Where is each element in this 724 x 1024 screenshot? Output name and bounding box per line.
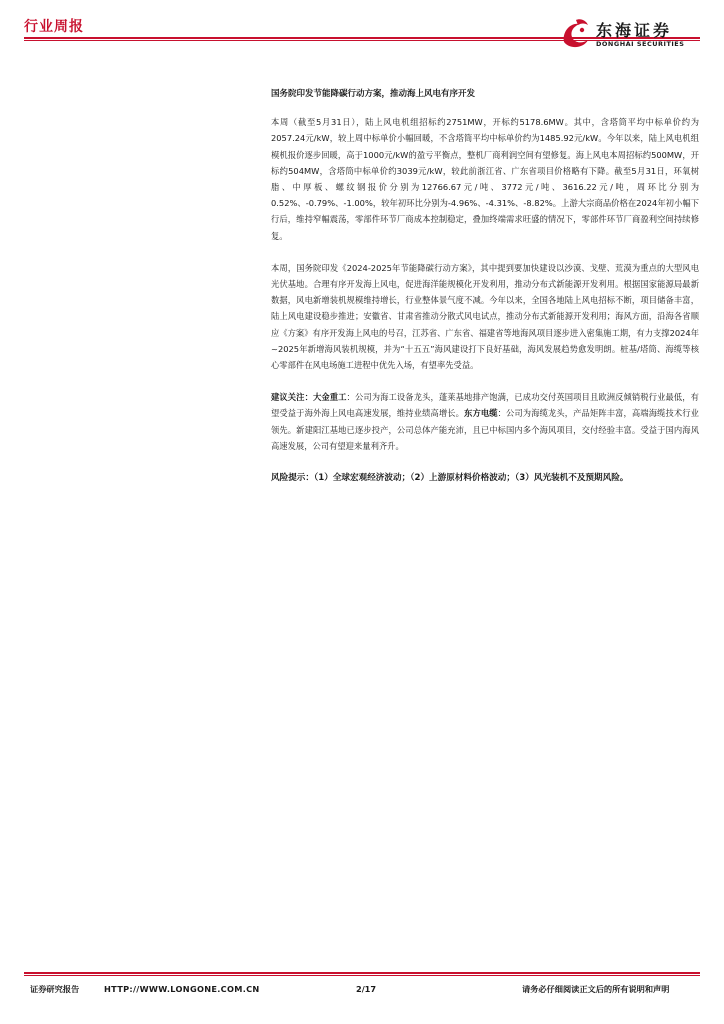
footer-disclaimer: 请务必仔细阅读正文后的所有说明和声明 xyxy=(522,984,670,994)
risk-warning: 风险提示：（1）全球宏观经济波动；（2）上游原材料价格波动；（3）风光装机不及预期风险。 xyxy=(271,473,629,484)
recommended-company-2: 东方电缆 xyxy=(464,408,498,419)
footer-report-type: 证券研究报告 xyxy=(30,984,80,994)
section-title: 国务院印发节能降碳行动方案，推动海上风电有序开发 xyxy=(271,89,476,99)
recommendation-label: 建议关注： xyxy=(271,392,313,403)
logo-text-chinese: 东海证券 xyxy=(596,21,673,40)
recommendation-text-2: ：公司为海缆龙头，产品矩阵丰富，高端海缆技术行业领先。新建阳江基地已逐步投产，公司总体产能充沛，且已中标国内多个海风项目，交付经验丰富。受益于国内海风高速发展，公司有望迎来量利齐升。 xyxy=(271,408,699,451)
report-body xyxy=(271,86,699,486)
recommendation-text-1: ：公司为海工设备龙头，蓬莱基地排产饱满，已成功交付英国项目且欧洲反倾销税行业最低，有望受益于海外海上风电高速发展，维持业绩高增长。 xyxy=(271,392,699,419)
footer-divider xyxy=(24,972,700,974)
dragon-logo-icon xyxy=(558,16,594,52)
company-logo xyxy=(558,16,708,56)
footer-divider-thin xyxy=(24,975,700,976)
report-type-label: 行业周报 xyxy=(24,19,84,35)
logo-text-english: DONGHAI SECURITIES xyxy=(596,40,685,48)
paragraph-policy: 本周，国务院印发《2024-2025年节能降碳行动方案》，其中提到要加快建设以沙漠、戈壁、荒漠为重点的大型风电光伏基地。合理有序开发海上风电，促进海洋能规模化开发利用，推动分布式新能源开发利用。根据国家能源局最新数据，风电新增装机规模维持增长，行业整体景气度不减。今年以来，全国各地陆上风电招标不断，项目储备丰富，陆上风电建设稳步推进；安徽省、甘肃省推动分散式风电试点，推动分布式新能源开发利用；海风方面，沿海各省顺应《方案》有序开发海上风电的号召，江苏省、广东省、福建省等地海风项目逐步进入密集施工期，有力支撑2024年~2025年新增海风装机规模，并为“十五五”海风建设打下良好基础，海风发展趋势愈发明朗。桩基/塔筒、海缆等核心零部件在风电场施工进程中优先入场，有望率先受益。 xyxy=(271,262,699,371)
page-number: 2/17 xyxy=(356,984,377,994)
footer-website-link[interactable]: HTTP://WWW.LONGONE.COM.CN xyxy=(104,984,260,994)
paragraph-market-data: 本周（截至5月31日），陆上风电机组招标约2751MW，开标约5178.6MW。其中，含塔筒平均中标单价约为2057.24元/kW，较上周中标单价小幅回暖，不含塔筒平均中标单价约为1485.92元/kW。今年以来，陆上风电机组模机报价逐步回暖，高于1000元/kW的盈亏平衡点，整机厂商利润空间有望修复。海上风电本周招标约500MW，开标约504MW，含塔筒中标单价约3039元/kW，较此前浙江省、广东省项目价格略有下降。截至5月31日，环氧树脂、中厚板、螺纹钢报价分别为12766.67元/吨、3772元/吨、3616.22元/吨，周环比分别为0.52%、-0.79%、-1.00%，较年初环比分别为-4.96%、-4.31%、-8.82%。上游大宗商品价格在2024年初小幅下行后，维持窄幅震荡，零部件环节厂商成本控制稳定，叠加终端需求旺盛的情况下，零部件环节厂商盈利空间持续修复。 xyxy=(271,117,699,241)
recommended-company-1: 大金重工 xyxy=(312,392,347,403)
recommendation-paragraph xyxy=(271,389,699,454)
